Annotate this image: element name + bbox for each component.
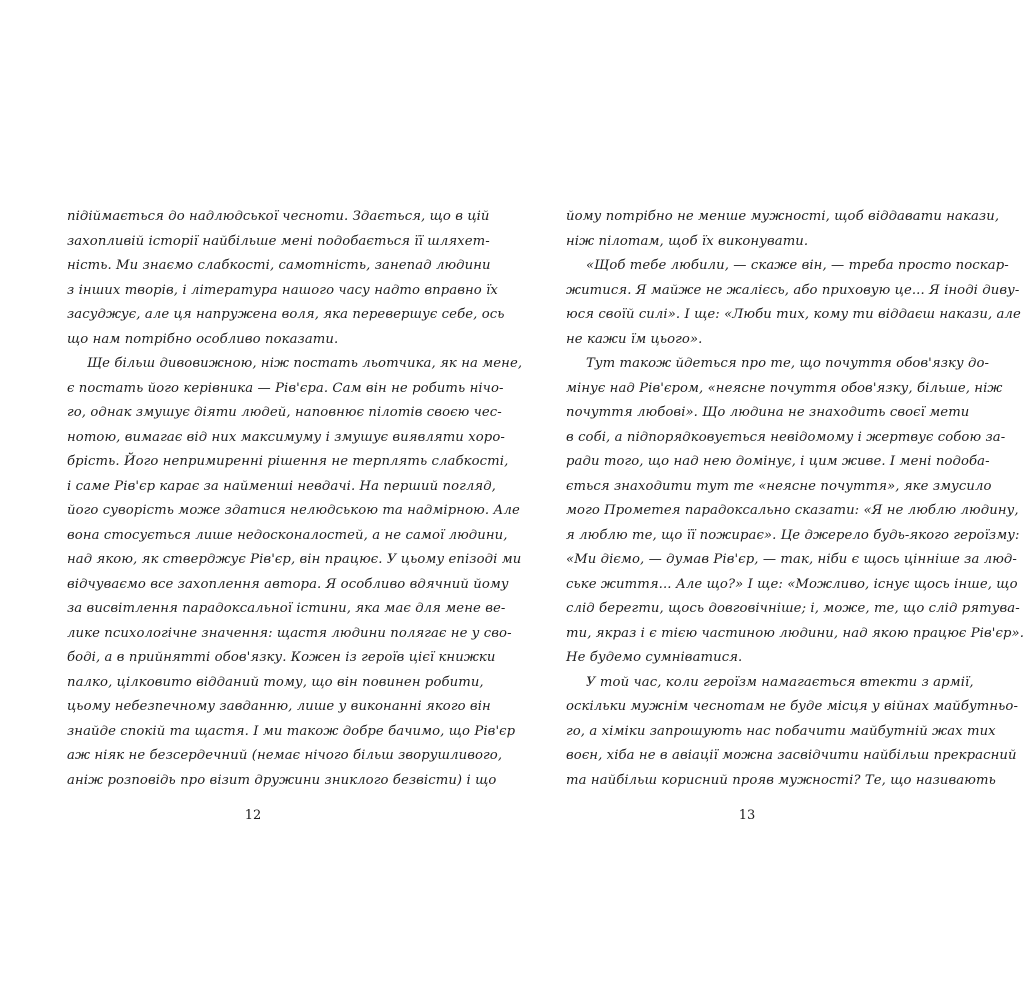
- text-line: «Ми діємо, — думав Рів'єр, — так, ніби є щось цінніше за люд-: [566, 552, 1017, 567]
- page-number-left: 12: [244, 808, 262, 823]
- text-line: ність. Ми знаємо слабкості, самотність, занепад людини: [67, 258, 491, 273]
- text-line: Ще більш дивовижною, ніж постать льотчика, як на мене,: [87, 356, 523, 371]
- text-line: підіймається до надлюдської чесноти. Здається, що в цій: [67, 209, 490, 224]
- text-line: воєн, хіба не в авіації можна засвідчити найбільш прекрасний: [566, 748, 1017, 763]
- text-line: вона стосується лише недосконалостей, а не самої людини,: [67, 527, 508, 543]
- text-line: У той час, коли героїзм намагається втекти з армії,: [586, 674, 974, 690]
- text-line: житися. Я майже не жалієсь, або приховую це... Я іноді диву-: [566, 282, 1020, 298]
- text-line: ється знаходити тут те «неясне почуття», яке змусило: [566, 478, 992, 494]
- text-line: боді, а в прийнятті обов'язку. Кожен із героїв цієї книжки: [67, 650, 496, 665]
- text-line: го, а хіміки запрошують нас побачити майбутній жах тих: [566, 723, 996, 739]
- text-line: в собі, а підпорядковується невідомому і жертвує собою за-: [566, 429, 1006, 445]
- text-line: над якою, як стверджує Рів'єр, він працює. У цьому епізоді ми: [67, 552, 522, 567]
- text-line: є постать його керівника — Рів'єра. Сам він не робить нічо-: [67, 380, 504, 396]
- text-line: юся своїй силі». І ще: «Люби тих, кому ти віддаєш накази, але: [566, 307, 1021, 322]
- text-line: засуджує, але ця напружена воля, яка перевершує себе, ось: [67, 307, 505, 322]
- right-page-text: [566, 205, 1024, 793]
- text-line: палко, цілковито відданий тому, що він повинен робити,: [67, 674, 484, 690]
- text-line: аніж розповідь про візит дружини зниклого безвісти) і що: [67, 772, 497, 788]
- text-line: та найбільш корисний прояв мужності? Те, що називають: [566, 772, 996, 788]
- text-line: Тут також йдеться про те, що почуття обов'язку до-: [586, 356, 990, 371]
- text-line: оскільки мужнім чеснотам не буде місця у війнах майбутньо-: [566, 699, 1019, 714]
- text-line: Не будемо сумніватися.: [566, 650, 743, 665]
- text-line: ради того, що над нею домінує, і цим живе. І мені подоба-: [566, 454, 990, 469]
- text-line: нотою, вимагає від них максимуму і змушує виявляти хоро-: [67, 429, 505, 445]
- text-line: йому потрібно не менше мужності, щоб віддавати накази,: [566, 209, 1000, 224]
- text-line: ніж пілотам, щоб їх виконувати.: [566, 233, 809, 249]
- text-line: його суворість може здатися нелюдською та надмірною. Але: [67, 503, 520, 518]
- text-line: почуття любові». Що людина не знаходить своєї мети: [566, 405, 970, 420]
- text-line: цьому небезпечному завданню, лише у виконанні якого він: [67, 699, 491, 714]
- text-line: я люблю те, що її пожирає». Це джерело будь-якого героїзму:: [566, 527, 1020, 543]
- text-line: захопливій історії найбільше мені подобається її шляхет-: [67, 233, 490, 249]
- left-page-text: [67, 205, 523, 793]
- text-line: з інших творів, і література нашого часу надто вправно їх: [67, 282, 498, 298]
- text-line: лике психологічне значення: щастя людини полягає не у сво-: [67, 625, 512, 641]
- text-line: знайде спокій та щастя. І ми також добре бачимо, що Рів'єр: [67, 723, 516, 739]
- text-line: аж ніяк не безсердечний (немає нічого більш зворушливого,: [67, 748, 503, 763]
- text-line: ти, якраз і є тією частиною людини, над якою працює Рів'єр».: [566, 625, 1024, 641]
- text-line: слід берегти, щось довговічніше; і, може, те, що слід рятува-: [566, 601, 1020, 616]
- page-number-right: 13: [738, 808, 756, 823]
- text-line: мінує над Рів'єром, «неясне почуття обов'язку, більше, ніж: [566, 380, 1003, 396]
- text-line: брість. Його непримиренні рішення не терплять слабкості,: [67, 454, 509, 469]
- text-line: що нам потрібно особливо показати.: [67, 331, 339, 347]
- text-line: і саме Рів'єр карає за найменші невдачі. На перший погляд,: [67, 478, 496, 494]
- text-line: мого Прометея парадоксально сказати: «Я не люблю людину,: [566, 503, 1019, 518]
- text-line: не кажи їм цього».: [566, 331, 703, 347]
- text-line: «Щоб тебе любили, — скаже він, — треба просто поскар-: [586, 258, 1009, 273]
- text-line: відчуваємо все захоплення автора. Я особливо вдячний йому: [67, 576, 509, 592]
- text-line: за висвітлення парадоксальної істини, яка має для мене ве-: [67, 601, 506, 616]
- text-line: ське життя... Але що?» І ще: «Можливо, існує щось інше, що: [566, 576, 1018, 592]
- text-line: го, однак змушує діяти людей, наповнює пілотів своєю чес-: [67, 405, 502, 420]
